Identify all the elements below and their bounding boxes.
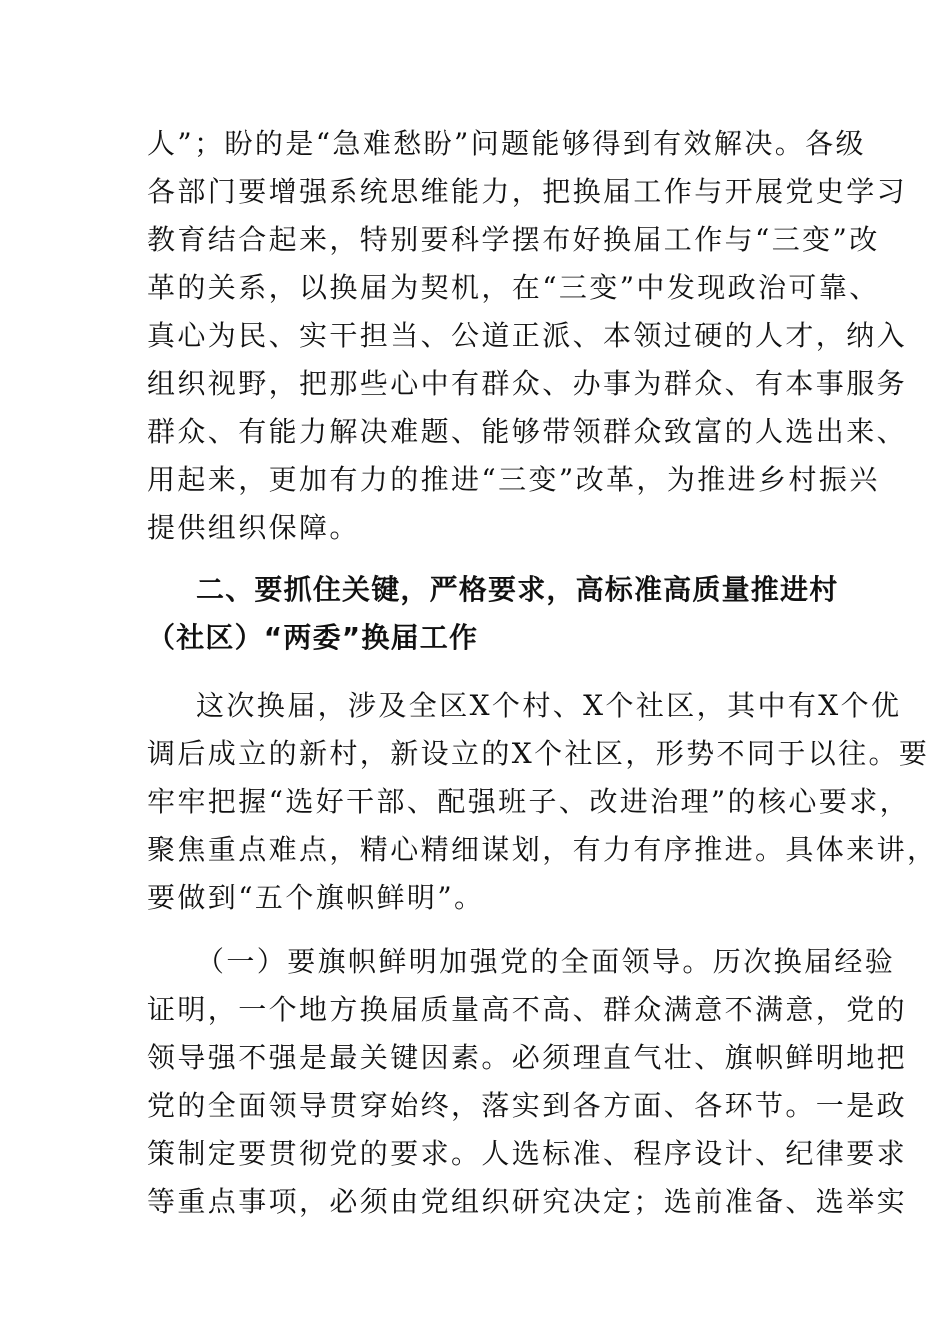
- paragraph-2-line: 聚焦重点难点，精心精细谋划，有力有序推进。具体来讲，: [147, 833, 938, 866]
- section-heading-line: （社区）“两委”换届工作: [147, 621, 479, 654]
- paragraph-2-line: 这次换届，涉及全区X个村、X个社区，其中有X个优: [196, 689, 902, 722]
- paragraph-3-line: 党的全面领导贯穿始终，落实到各方面、各环节。一是政: [147, 1089, 908, 1122]
- paragraph-1-line: 组织视野，把那些心中有群众、办事为群众、有本事服务: [147, 367, 908, 400]
- paragraph-1-line: 教育结合起来，特别要科学摆布好换届工作与“三变”改: [147, 223, 880, 256]
- paragraph-2-line: 调后成立的新村，新设立的X个社区，形势不同于以往。要: [147, 737, 930, 770]
- paragraph-2-line: 牢牢把握“选好干部、配强班子、改进治理”的核心要求，: [147, 785, 911, 818]
- paragraph-3-line: 策制定要贯彻党的要求。人选标准、程序设计、纪律要求: [147, 1137, 908, 1170]
- paragraph-1-line: 群众、有能力解决难题、能够带领群众致富的人选出来、: [147, 415, 908, 448]
- paragraph-3-line: 领导强不强是最关键因素。必须理直气壮、旗帜鲜明地把: [147, 1041, 908, 1074]
- paragraph-1-line: 用起来，更加有力的推进“三变”改革，为推进乡村振兴: [147, 463, 880, 496]
- paragraph-1-line: 提供组织保障。: [147, 511, 360, 544]
- paragraph-2-line: 要做到“五个旗帜鲜明”。: [147, 881, 485, 914]
- paragraph-1-line: 人”；盼的是“急难愁盼”问题能够得到有效解决。各级: [147, 127, 866, 160]
- section-heading-line: 二、要抓住关键，严格要求，高标准高质量推进村: [196, 573, 839, 606]
- paragraph-1-line: 革的关系，以换届为契机，在“三变”中发现政治可靠、: [147, 271, 880, 304]
- paragraph-3-line: 等重点事项，必须由党组织研究决定；选前准备、选举实: [147, 1185, 908, 1218]
- paragraph-3-line: （一）要旗帜鲜明加强党的全面领导。历次换届经验: [196, 945, 896, 978]
- paragraph-1-line: 各部门要增强系统思维能力，把换届工作与开展党史学习: [147, 175, 908, 208]
- paragraph-3-line: 证明，一个地方换届质量高不高、群众满意不满意，党的: [147, 993, 908, 1026]
- paragraph-1-line: 真心为民、实干担当、公道正派、本领过硬的人才，纳入: [147, 319, 908, 352]
